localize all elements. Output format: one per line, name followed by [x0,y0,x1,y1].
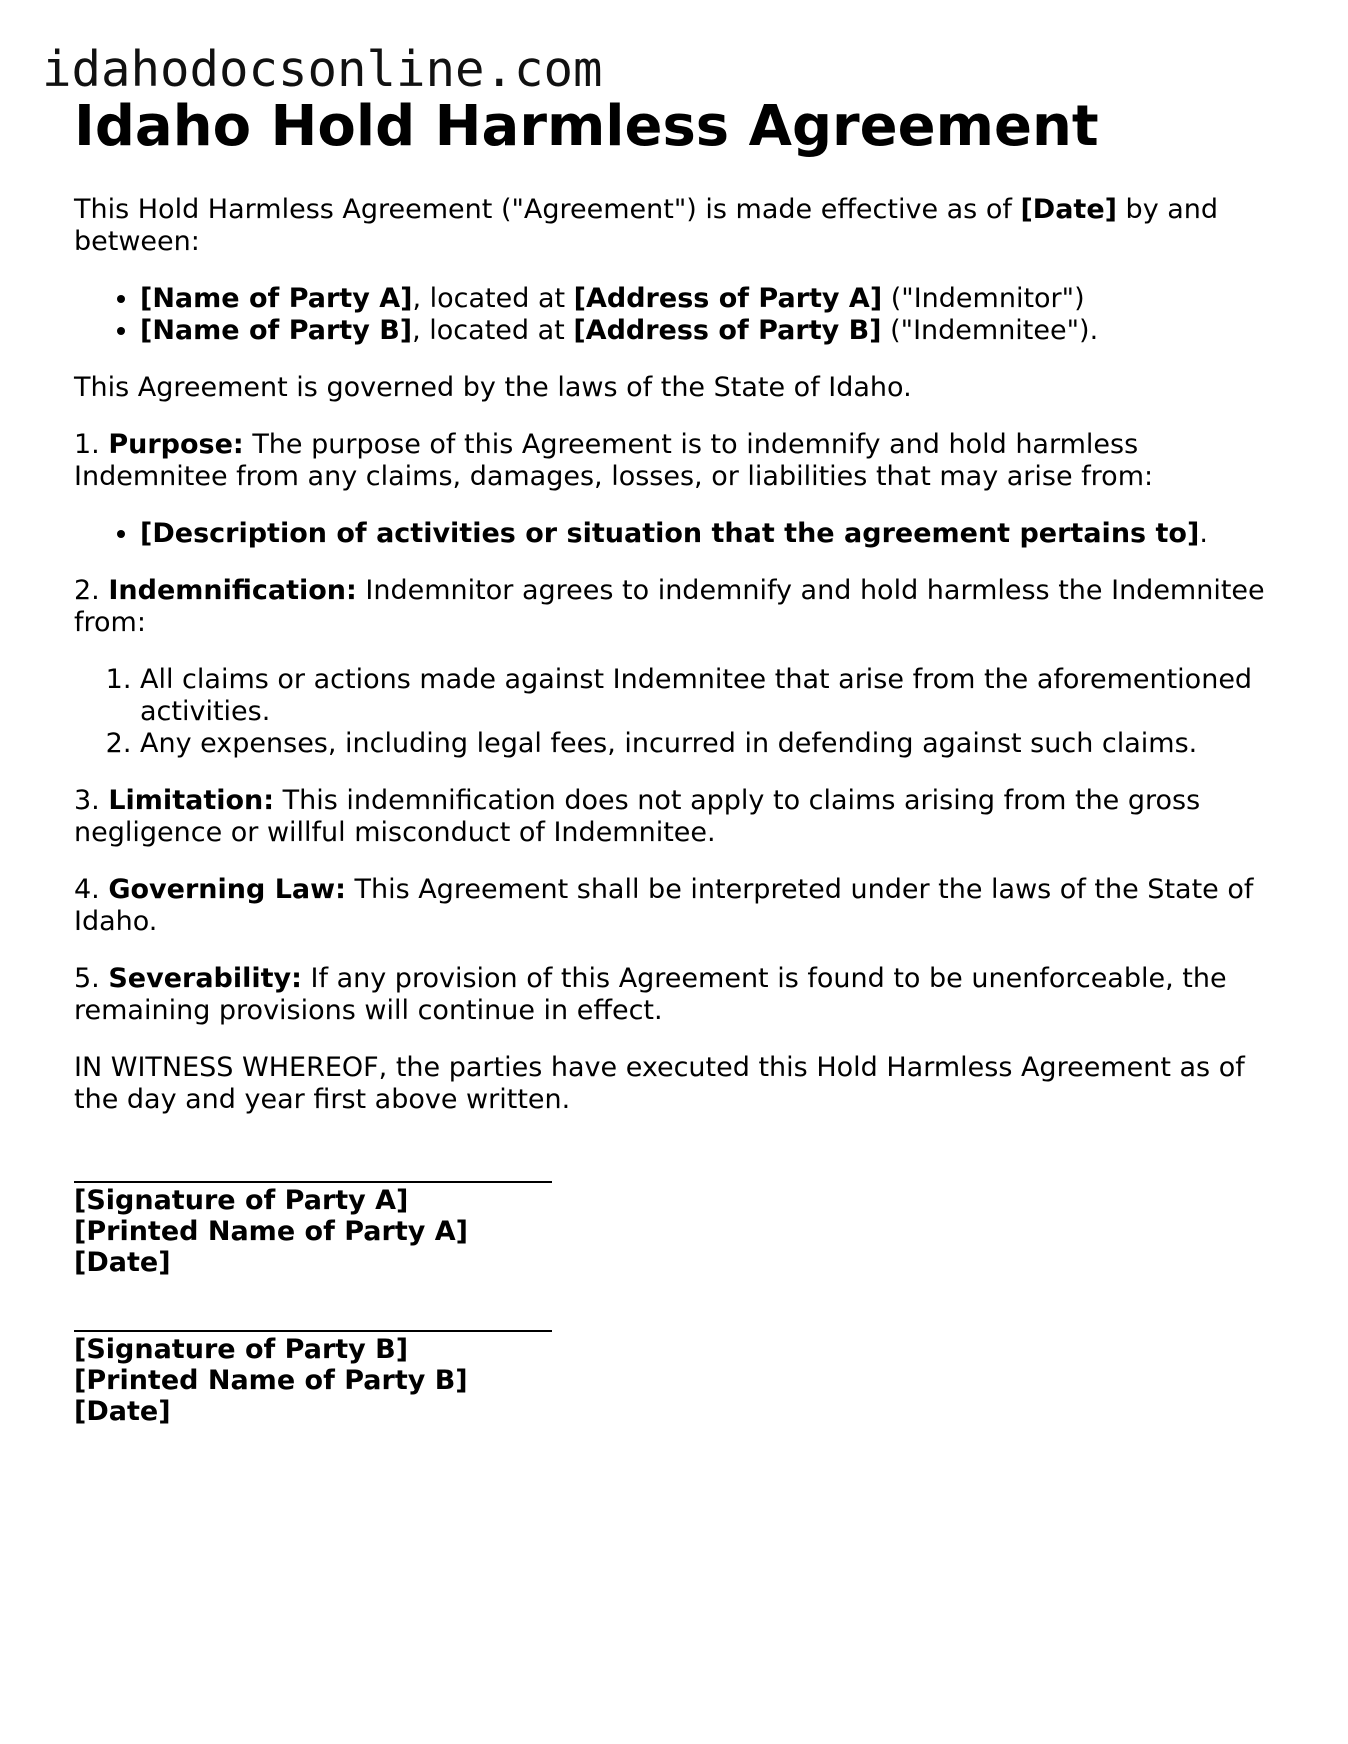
document-body [74,94,1284,1467]
party-a-name: [Name of Party A] [140,283,413,314]
section-limitation [74,785,1284,849]
signature-label: [Signature of Party A] [74,1185,409,1216]
section-purpose [74,429,1284,493]
party-b-role: ("Indemnitee"). [881,315,1099,346]
section-text: Indemnitor agrees to indemnify and hold harmless the Indemnitee from: [74,575,1265,638]
printed-name-label: [Printed Name of Party B] [74,1365,468,1396]
intro-text-end: by and between: [74,194,1219,257]
list-item: 1. All claims or actions made against Indemnitee that arise from the aforementioned activities. [140,664,1284,728]
section-heading: Purpose: [108,429,244,460]
document-title: Idaho Hold Harmless Agreement [74,94,1099,159]
signature-line [74,1169,552,1183]
signature-block-party-b [74,1318,1284,1427]
party-a-role: ("Indemnitor") [882,283,1085,314]
section-number: 4. [74,874,109,905]
party-a-address: [Address of Party A] [573,283,883,314]
section-governing-law [74,874,1284,938]
date-label: [Date] [74,1247,171,1278]
party-a-located: , located at [412,283,574,314]
section-number: 5. [74,963,109,994]
purpose-list [74,518,1284,550]
list-item: 2. Any expenses, including legal fees, incurred in defending against such claims. [140,728,1284,760]
site-watermark: idahodocsonline.com [42,41,603,98]
party-b-name: [Name of Party B] [140,315,413,346]
section-number: 2. [74,575,109,606]
section-text: If any provision of this Agreement is found to be unenforceable, the remaining provisions will continue in effect. [74,963,1227,1026]
witness-paragraph: IN WITNESS WHEREOF, the parties have executed this Hold Harmless Agreement as of the day and year first above written. [74,1052,1245,1115]
section-heading: Limitation: [108,785,275,816]
signature-block-party-a [74,1169,1284,1278]
section-heading: Indemnification: [108,575,357,606]
section-heading: Governing Law: [108,874,346,905]
section-number: 1. [74,429,109,460]
effective-date-placeholder: [Date] [1020,194,1117,225]
intro-paragraph [74,194,1284,258]
purpose-item-end: . [1199,518,1208,549]
intro-text: This Hold Harmless Agreement ("Agreement") is made effective as of [74,194,1021,225]
date-label: [Date] [74,1396,171,1427]
party-b-item [140,315,1284,347]
indemnification-list [74,664,1284,760]
section-indemnification [74,575,1284,639]
section-severability [74,963,1284,1027]
section-number: 3. [74,785,109,816]
party-a-item [140,283,1284,315]
purpose-item [140,518,1284,550]
party-b-located: , located at [412,315,574,346]
section-heading: Severability: [108,963,302,994]
spacer [74,1141,1284,1169]
section-text: The purpose of this Agreement is to indemnify and hold harmless Indemnitee from any claims, damages, losses, or liabilities that may arise from: [74,429,1154,492]
signature-line [74,1318,552,1332]
section-text: This Agreement shall be interpreted under the laws of the State of Idaho. [74,874,1254,937]
signature-label: [Signature of Party B] [74,1334,409,1365]
section-text: This indemnification does not apply to claims arising from the gross negligence or willful misconduct of Indemnitee. [74,785,1201,848]
party-b-address: [Address of Party B] [573,315,882,346]
printed-name-label: [Printed Name of Party A] [74,1216,468,1247]
purpose-description-placeholder: [Description of activities or situation that the agreement pertains to] [140,518,1200,549]
governed-paragraph: This Agreement is governed by the laws of the State of Idaho. [74,372,912,403]
parties-list [74,283,1284,347]
